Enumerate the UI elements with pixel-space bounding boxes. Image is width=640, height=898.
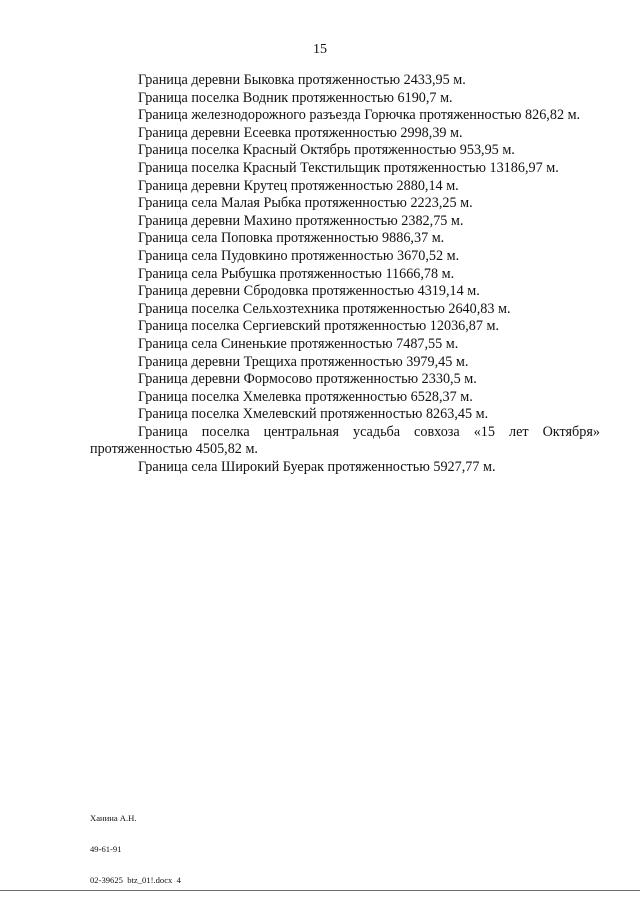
boundary-line: Граница поселка Водник протяженностью 6190,7 м. (138, 89, 453, 106)
boundary-line: Граница поселка Сельхозтехника протяженностью 2640,83 м. (138, 300, 511, 317)
boundary-line: Граница деревни Есеевка протяженностью 2998,39 м. (138, 124, 463, 141)
boundary-line: Граница деревни Сбродовка протяженностью 4319,14 м. (138, 283, 480, 300)
document-body (90, 72, 600, 477)
bottom-divider (0, 890, 640, 891)
boundary-line: Граница поселка Красный Октябрь протяженностью 953,95 м. (138, 142, 515, 159)
boundary-line: Граница села Малая Рыбка протяженностью 2223,25 м. (138, 195, 473, 212)
boundary-line: Граница деревни Формосово протяженностью 2330,5 м. (138, 371, 477, 388)
footer-document-ref: 02-39625 btz_01!.docx 4 (90, 875, 181, 886)
boundary-line-wrapped: Граница поселка центральная усадьба совхоза «15 лет Октября» протяженностью 4505,82 м. (90, 423, 600, 458)
boundary-line: Граница деревни Трещиха протяженностью 3979,45 м. (138, 353, 469, 370)
boundary-line: Граница поселка Хмелевка протяженностью 6528,37 м. (138, 388, 473, 405)
boundary-line: Граница села Поповка протяженностью 9886,37 м. (138, 230, 445, 247)
boundary-line: Граница села Широкий Буерак протяженностью 5927,77 м. (138, 459, 496, 476)
page-number: 15 (313, 42, 327, 57)
boundary-line: Граница деревни Крутец протяженностью 2880,14 м. (138, 177, 459, 194)
boundary-line: Граница железнодорожного разъезда Горючка протяженностью 826,82 м. (138, 107, 581, 124)
boundary-line: Граница села Пудовкино протяженностью 3670,52 м. (138, 247, 460, 264)
boundary-line: Граница поселка Хмелевский протяженностью 8263,45 м. (138, 406, 489, 423)
document-footer (90, 792, 181, 896)
boundary-line: Граница села Синенькие протяженностью 7487,55 м. (138, 335, 459, 352)
footer-phone: 49-61-91 (90, 844, 122, 855)
boundary-line: Граница деревни Махино протяженностью 2382,75 м. (138, 212, 464, 229)
boundary-line: Граница поселка Сергиевский протяженностью 12036,87 м. (138, 318, 500, 335)
boundary-line: Граница поселка Красный Текстильщик протяженностью 13186,97 м. (138, 159, 559, 176)
footer-author: Ханина А.Н. (90, 812, 137, 823)
boundary-line: Граница деревни Быковка протяженностью 2433,95 м. (138, 72, 466, 88)
boundary-line: Граница села Рыбушка протяженностью 11666,78 м. (138, 265, 455, 282)
